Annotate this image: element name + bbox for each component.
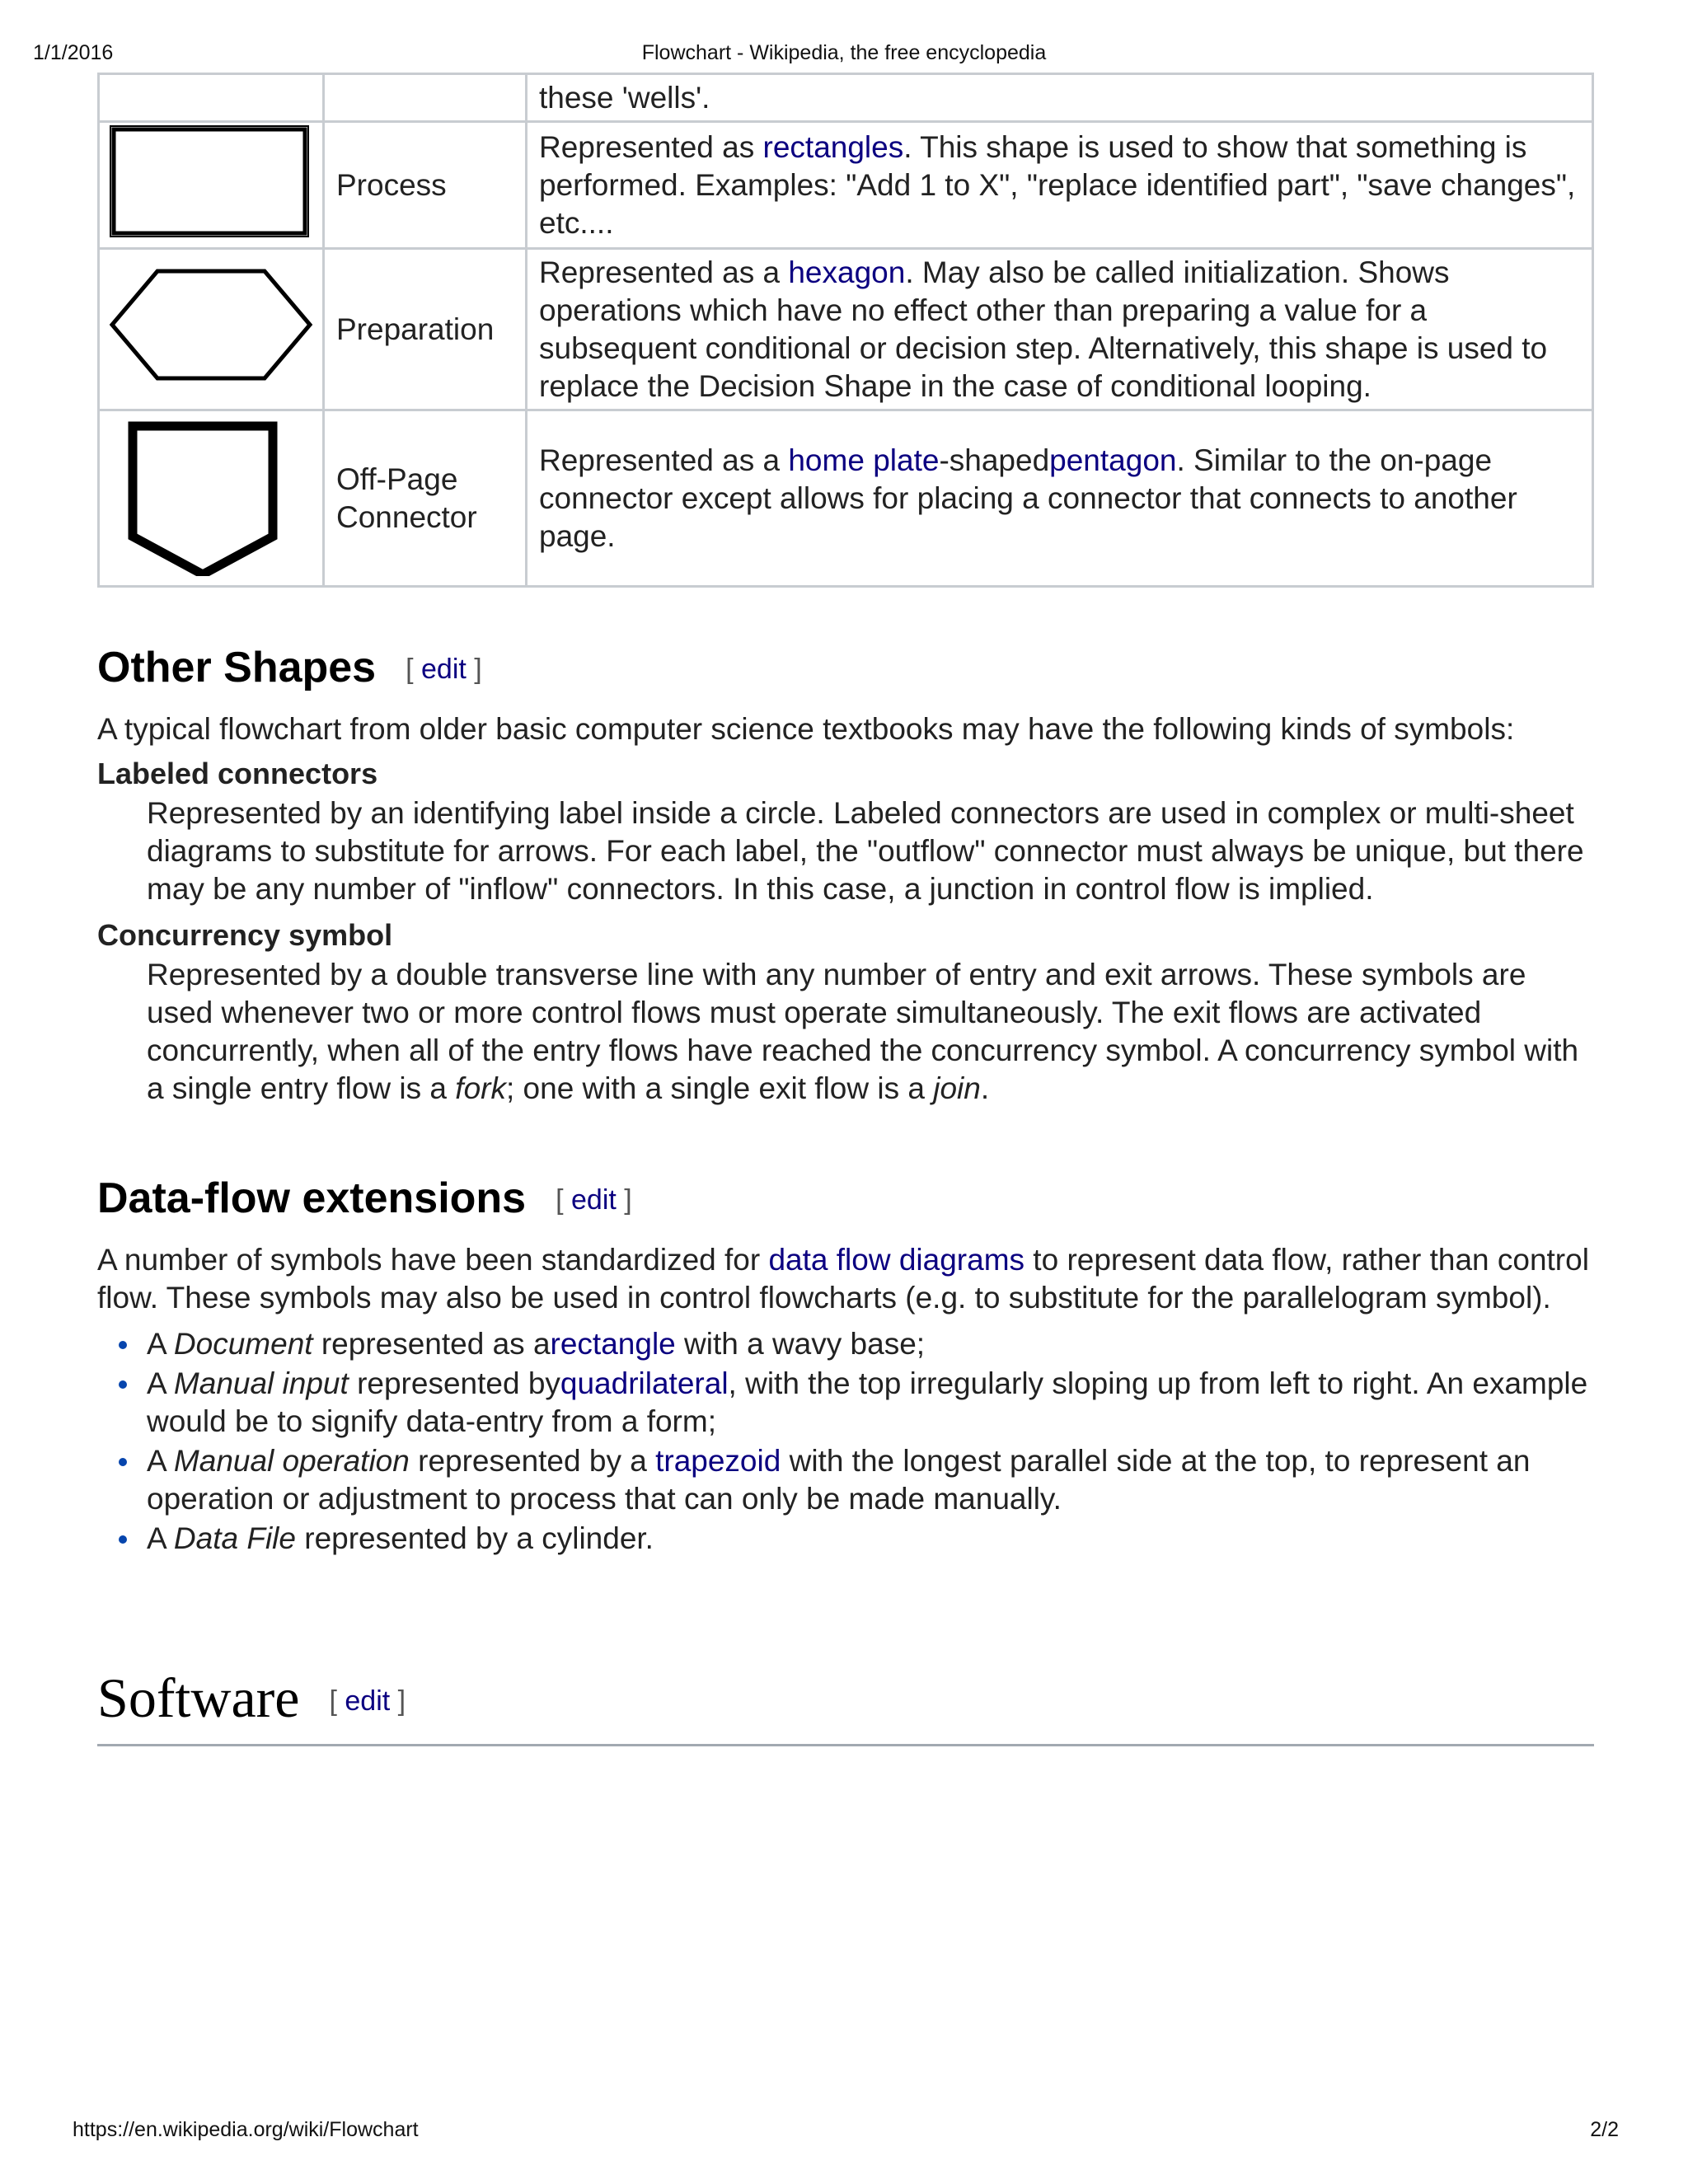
def-labeled-connectors: Represented by an identifying label inside a circle. Labeled connectors are used in complex or multi-sheet diagrams to substitute for arrows. For each label, the "outflow" connector must always be unique, but there may be any number of "inflow" connectors. In this case, a junction in control flow is implied. [147, 796, 1584, 906]
other-shapes-section [97, 643, 1594, 1108]
table-cell-desc: these 'wells'. [527, 74, 1593, 122]
table-row [99, 74, 1593, 122]
data-flow-diagrams-link[interactable]: data flow diagrams [768, 1243, 1025, 1277]
edit-link[interactable]: edit [421, 654, 467, 685]
table-row [99, 410, 1593, 587]
print-header [0, 41, 1688, 69]
pentagon-icon [100, 411, 322, 576]
home-plate-link[interactable]: home plate [788, 443, 940, 477]
term-labeled-connectors: Labeled connectors [97, 757, 378, 790]
other-shapes-intro: A typical flowchart from older basic computer science textbooks may have the following kinds of symbols: [97, 712, 1515, 746]
print-url: https://en.wikipedia.org/wiki/Flowchart [73, 2118, 419, 2141]
table-cell-desc: Represented as a home plate-shapedpentagon. Similar to the on-page connector except allows for placing a connector that connects to another page. [527, 410, 1593, 587]
list-item: A Document represented as arectangle with a wavy base; [147, 1325, 1594, 1363]
trapezoid-link[interactable]: trapezoid [655, 1444, 781, 1478]
software-section [97, 1666, 1594, 1746]
quadrilateral-link[interactable]: quadrilateral [560, 1366, 729, 1400]
data-flow-heading: Data-flow extensions [ edit ] [97, 1174, 632, 1222]
edit-link[interactable]: edit [571, 1184, 617, 1216]
list-item: A Manual input represented byquadrilateral, with the top irregularly sloping up from left to right. An example would be to signify data-entry from a form; [147, 1365, 1594, 1441]
data-flow-list [97, 1325, 1594, 1558]
table-cell-name: Preparation [324, 249, 527, 410]
list-item: A Manual operation represented by a trapezoid with the longest parallel side at the top, to represent an operation or adjustment to process that can only be made manually. [147, 1442, 1594, 1518]
table-cell-name: Process [324, 122, 527, 249]
page-number: 2/2 [1590, 2118, 1619, 2141]
rectangle-link[interactable]: rectangle [550, 1327, 676, 1361]
pentagon-link[interactable]: pentagon [1049, 443, 1177, 477]
hexagon-link[interactable]: hexagon [788, 255, 906, 289]
print-title: Flowchart - Wikipedia, the free encyclopedia [641, 41, 1047, 64]
rectangles-link[interactable]: rectangles [762, 129, 904, 164]
hexagon-icon [100, 263, 322, 387]
shapes-table [97, 73, 1594, 588]
print-date: 1/1/2016 [33, 41, 114, 64]
software-heading: Software [ edit ] [97, 1666, 1594, 1746]
other-shapes-heading: Other Shapes [ edit ] [97, 644, 482, 691]
data-flow-intro: A number of symbols have been standardized for data flow diagrams to represent data flow, rather than control flow. These symbols may also be used in control flowcharts (e.g. to substitute for the parallelogram symbol). [97, 1243, 1589, 1315]
table-cell-name: Off-Page Connector [324, 410, 527, 587]
table-row [99, 249, 1593, 410]
rectangle-icon [100, 123, 322, 238]
table-row [99, 122, 1593, 249]
data-flow-section [97, 1174, 1594, 1559]
list-item: A Data File represented by a cylinder. [147, 1520, 1594, 1558]
term-concurrency-symbol: Concurrency symbol [97, 918, 393, 952]
table-cell-desc: Represented as rectangles. This shape is used to show that something is performed. Examples: "Add 1 to X", "replace identified part", "save changes", etc.... [527, 122, 1593, 249]
def-concurrency-symbol: Represented by a double transverse line with any number of entry and exit arrows. These symbols are used whenever two or more control flows must operate simultaneously. The exit flows are activated concurrently, when all of the entry flows have reached the concurrency symbol. A concurrency symbol with a single entry flow is a fork; one with a single exit flow is a join. [147, 958, 1579, 1105]
table-cell-desc: Represented as a hexagon. May also be called initialization. Shows operations which have no effect other than preparing a value for a subsequent conditional or decision step. Alternatively, this shape is used to replace the Decision Shape in the case of conditional looping. [527, 249, 1593, 410]
edit-link[interactable]: edit [345, 1685, 391, 1717]
definition-list [97, 755, 1594, 1108]
